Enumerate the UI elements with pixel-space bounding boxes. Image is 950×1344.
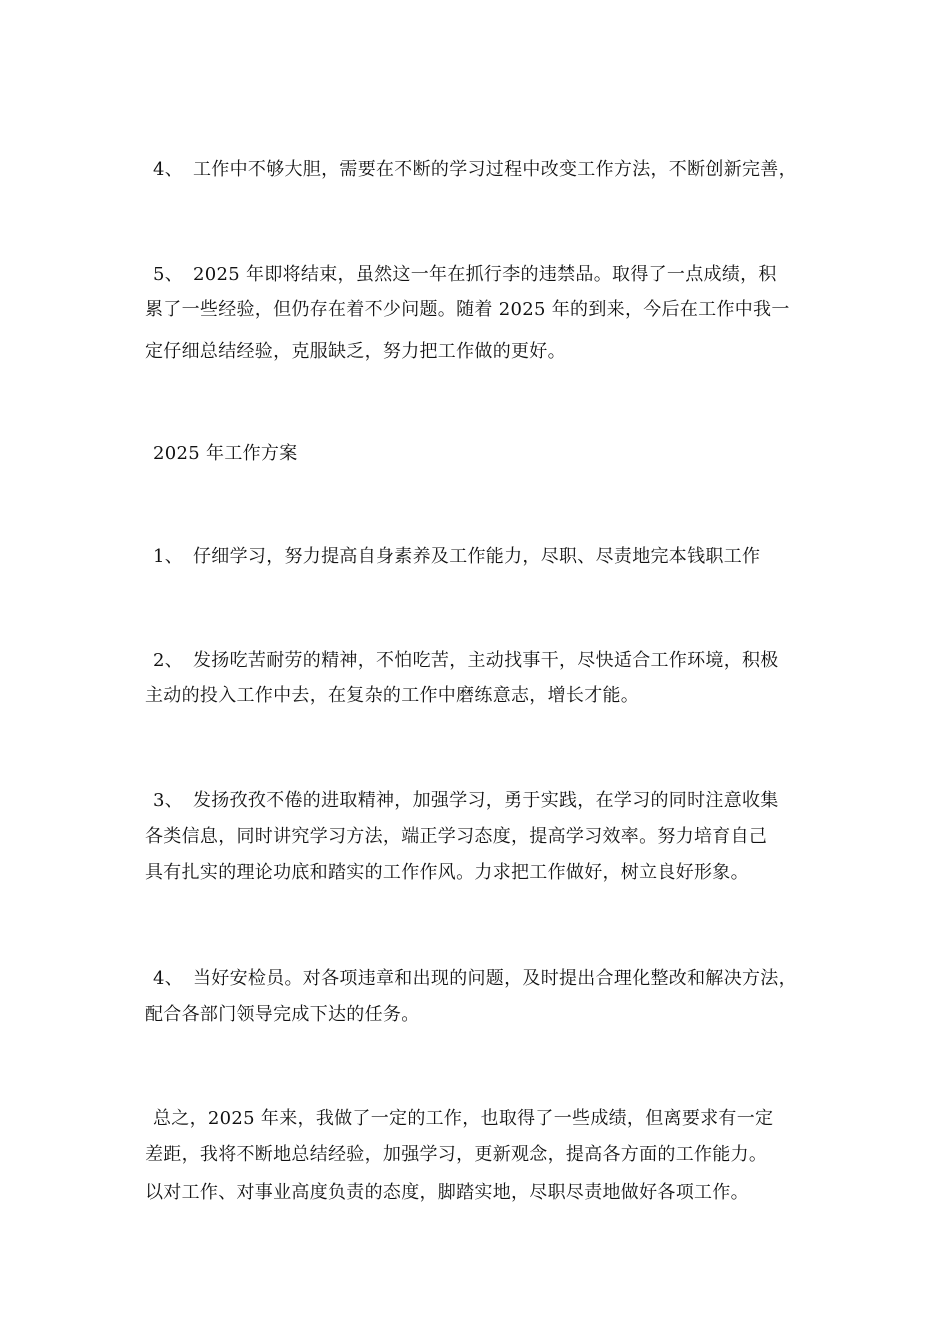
conclusion-line-1: 总之，2025 年来，我做了一定的工作，也取得了一些成绩，但离要求有一定 bbox=[153, 1108, 774, 1129]
plan-item-3-line-1 bbox=[145, 788, 779, 814]
item-5-line-2: 累了一些经验，但仍存在着不少问题。随着 2025 年的到来，今后在工作中我一 bbox=[145, 299, 790, 320]
item-4-text: 工作中不够大胆，需要在不断的学习过程中改变工作方法，不断创新完善， bbox=[193, 159, 797, 180]
plan-item-4-line-1 bbox=[145, 966, 797, 992]
plan-item-4-line-2: 配合各部门领导完成下达的任务。 bbox=[145, 1004, 420, 1025]
item-5-number: 5、 bbox=[153, 264, 184, 285]
plan-item-1-line-1 bbox=[145, 544, 760, 570]
plan-item-4-number: 4、 bbox=[153, 968, 184, 989]
plan-heading: 2025 年工作方案 bbox=[153, 443, 298, 464]
item-4-line-1 bbox=[145, 157, 797, 183]
item-5-line-1 bbox=[145, 262, 777, 288]
conclusion-line-3: 以对工作、对事业高度负责的态度，脚踏实地，尽职尽责地做好各项工作。 bbox=[145, 1182, 749, 1203]
plan-item-1-text: 仔细学习，努力提高自身素养及工作能力，尽职、尽责地完本钱职工作 bbox=[193, 546, 761, 567]
plan-item-2-line-2: 主动的投入工作中去，在复杂的工作中磨练意志，增长才能。 bbox=[145, 685, 640, 706]
plan-item-2-text-1: 发扬吃苦耐劳的精神，不怕吃苦，主动找事干，尽快适合工作环境，积极 bbox=[193, 650, 779, 671]
plan-item-2-line-1 bbox=[145, 648, 779, 674]
item-5-line-3: 定仔细总结经验，克服缺乏，努力把工作做的更好。 bbox=[145, 341, 566, 362]
plan-item-3-number: 3、 bbox=[153, 790, 184, 811]
plan-item-2-number: 2、 bbox=[153, 650, 184, 671]
plan-item-3-line-3: 具有扎实的理论功底和踏实的工作作风。力求把工作做好，树立良好形象。 bbox=[145, 862, 749, 883]
plan-item-3-line-2: 各类信息，同时讲究学习方法，端正学习态度，提高学习效率。努力培育自己 bbox=[145, 826, 768, 847]
plan-item-4-text-1: 当好安检员。对各项违章和出现的问题，及时提出合理化整改和解决方法， bbox=[193, 968, 797, 989]
plan-item-3-text-1: 发扬孜孜不倦的进取精神，加强学习，勇于实践，在学习的同时注意收集 bbox=[193, 790, 779, 811]
item-5-text-1: 2025 年即将结束，虽然这一年在抓行李的违禁品。取得了一点成绩，积 bbox=[193, 264, 777, 285]
item-4-number: 4、 bbox=[153, 159, 184, 180]
conclusion-line-2: 差距，我将不断地总结经验，加强学习，更新观念，提高各方面的工作能力。 bbox=[145, 1144, 768, 1165]
plan-item-1-number: 1、 bbox=[153, 546, 184, 567]
